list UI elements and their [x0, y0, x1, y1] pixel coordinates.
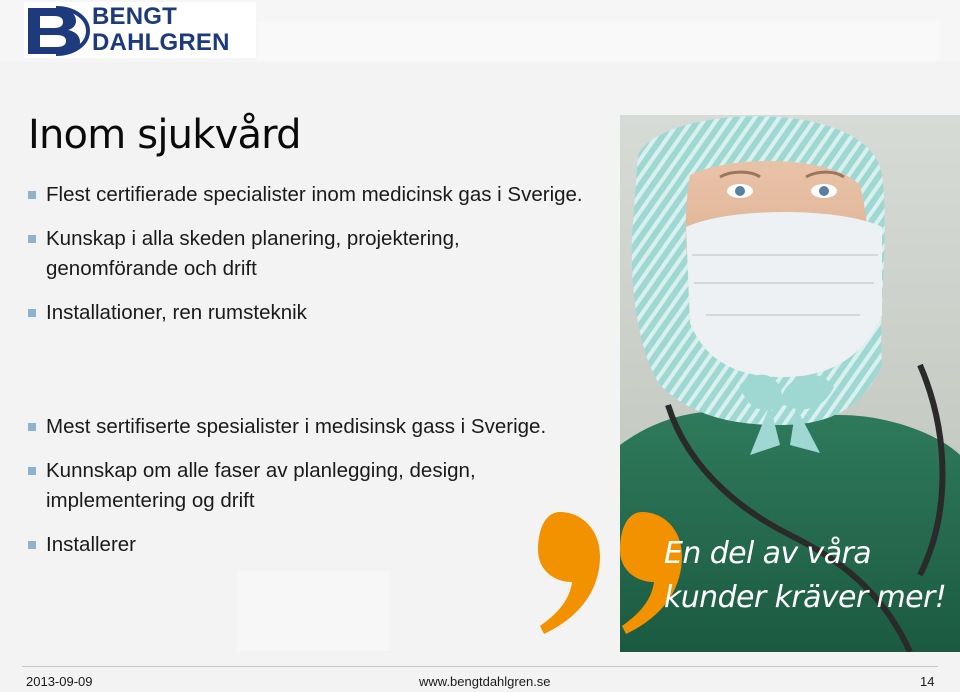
quote-comma-icon — [530, 508, 620, 638]
bullet-square-icon — [28, 235, 36, 243]
bullet-item — [28, 180, 588, 210]
bd-monogram-icon — [26, 4, 90, 56]
bullet-item — [28, 412, 588, 442]
bullet-square-icon — [28, 191, 36, 199]
bullet-square-icon — [28, 309, 36, 317]
bullet-text: Installationer, ren rumsteknik — [46, 301, 307, 324]
quote-line-2: kunder kräver mer! — [664, 580, 947, 615]
company-logo[interactable] — [24, 2, 256, 58]
bullet-item — [28, 530, 588, 560]
bullet-list-swedish — [28, 180, 588, 328]
quote-line-1: En del av våra — [664, 536, 872, 571]
logo-word-bengt: BENGT — [92, 3, 177, 30]
bullet-list-norwegian — [28, 412, 588, 560]
footer-website-link[interactable]: www.bengtdahlgren.se — [419, 674, 551, 689]
header-strip — [258, 22, 940, 60]
bullet-text: Mest sertifiserte spesialister i medisinsk gass i Sverige. — [46, 415, 547, 438]
footer-page-number: 14 — [920, 674, 935, 689]
bullet-item — [28, 456, 588, 516]
bullet-item — [28, 224, 588, 284]
footer-date: 2013-09-09 — [26, 674, 93, 689]
bullet-text: Installerer — [46, 533, 137, 556]
bullet-text: Flest certifierade specialister inom medicinsk gas i Sverige. — [46, 183, 583, 206]
logo-word-dahlgren: DAHLGREN — [92, 29, 230, 56]
footer-divider — [22, 666, 938, 667]
bullet-text: Kunnskap om alle faser av planlegging, design, implementering og drift — [46, 459, 476, 512]
slide-title: Inom sjukvård — [28, 112, 301, 158]
bullet-square-icon — [28, 541, 36, 549]
placeholder-box — [237, 571, 389, 651]
bullet-square-icon — [28, 467, 36, 475]
bullet-item — [28, 298, 588, 328]
quote-text — [664, 532, 946, 620]
bullet-square-icon — [28, 423, 36, 431]
bullet-text: Kunskap i alla skeden planering, projektering, genomförande och drift — [46, 227, 460, 280]
